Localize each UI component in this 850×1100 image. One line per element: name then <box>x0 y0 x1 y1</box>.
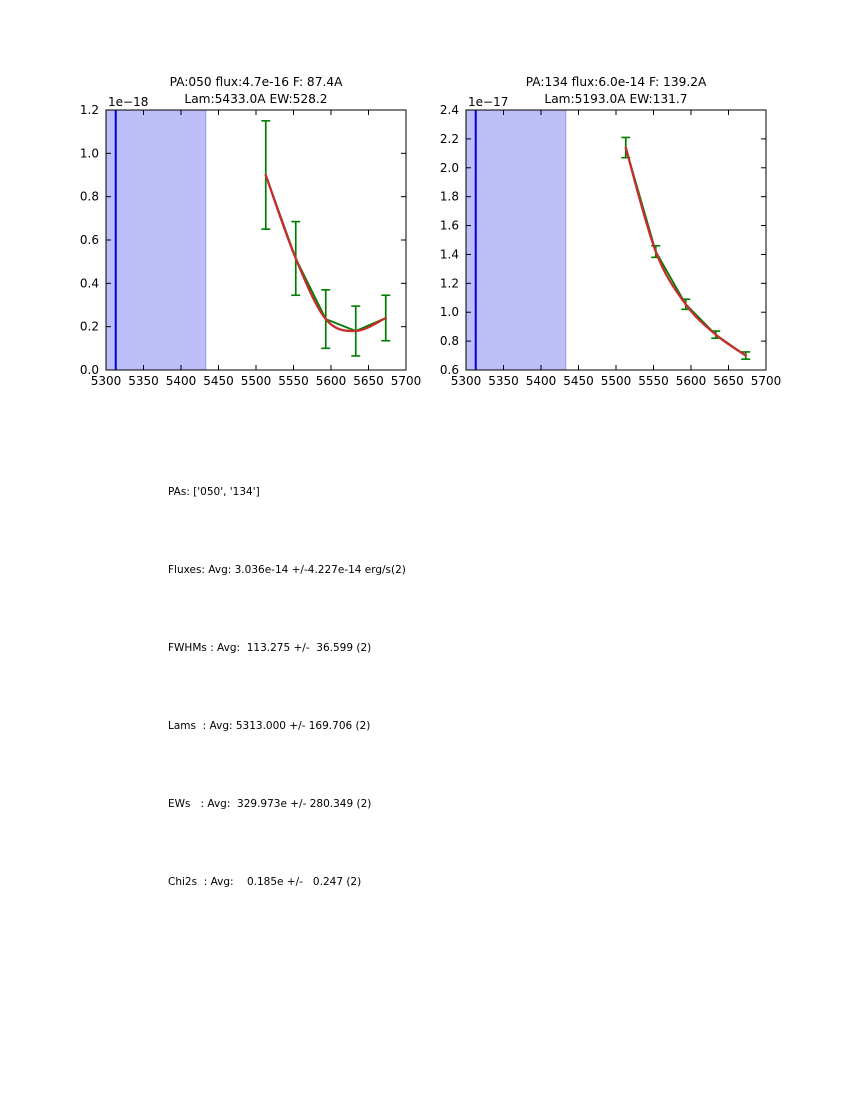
x-tick-label: 5550 <box>278 374 309 388</box>
y-tick-label: 0.6 <box>79 233 99 247</box>
stats-chi2s: Chi2s : Avg: 0.185e +/- 0.247 (2) <box>168 876 362 888</box>
x-tick-label: 5350 <box>488 374 519 388</box>
x-tick-label: 5500 <box>240 374 272 388</box>
error-bars <box>621 137 750 359</box>
x-tick-label: 5500 <box>600 374 632 388</box>
plot-title-line2: Lam:5433.0A EW:528.2 <box>184 92 328 106</box>
x-tick-label: 5400 <box>165 374 197 388</box>
y-tick-label: 2.2 <box>439 131 459 146</box>
y-tick-label: 2.4 <box>439 103 459 117</box>
y-tick-label: 1.0 <box>79 146 99 161</box>
masked-region-band <box>466 110 566 370</box>
y-tick-label: 0.0 <box>79 363 99 377</box>
plot-title-line2: Lam:5193.0A EW:131.7 <box>544 92 688 106</box>
x-tick-label: 5650 <box>353 374 384 388</box>
y-tick-label: 0.2 <box>79 319 99 334</box>
y-offset-label: 1e−18 <box>108 95 149 109</box>
x-tick-label: 5450 <box>203 374 234 388</box>
x-tick-label: 5550 <box>638 374 669 388</box>
x-tick-label: 5350 <box>128 374 159 388</box>
plot-title-line1: PA:050 flux:4.7e-16 F: 87.4A <box>169 75 343 89</box>
y-tick-label: 1.2 <box>439 276 459 291</box>
stats-pas: PAs: ['050', '134'] <box>168 486 260 498</box>
x-tick-label: 5650 <box>713 374 744 388</box>
stats-lams: Lams : Avg: 5313.000 +/- 169.706 (2) <box>168 720 371 732</box>
stats-fluxes: Fluxes: Avg: 3.036e-14 +/-4.227e-14 erg/s(2) <box>168 564 406 576</box>
x-tick-label: 5400 <box>525 374 557 388</box>
right-plot <box>440 75 781 388</box>
plot-title-line1: PA:134 flux:6.0e-14 F: 139.2A <box>525 75 707 89</box>
x-tick-label: 5300 <box>450 374 482 388</box>
x-tick-label: 5700 <box>390 374 422 388</box>
x-tick-label: 5700 <box>750 374 782 388</box>
stats-fwhms: FWHMs : Avg: 113.275 +/- 36.599 (2) <box>168 642 372 654</box>
y-tick-label: 1.6 <box>439 218 459 233</box>
y-offset-label: 1e−17 <box>468 95 509 109</box>
y-tick-label: 0.6 <box>439 363 459 377</box>
data-line <box>626 148 746 356</box>
y-tick-label: 0.8 <box>439 334 459 349</box>
plots-figure <box>0 0 850 410</box>
x-tick-label: 5600 <box>675 374 707 388</box>
stats-block <box>168 427 406 947</box>
y-tick-label: 2.0 <box>439 160 459 175</box>
x-tick-label: 5600 <box>315 374 347 388</box>
y-tick-label: 1.2 <box>79 103 99 117</box>
fit-line <box>626 148 746 356</box>
x-tick-label: 5450 <box>563 374 594 388</box>
y-tick-label: 0.8 <box>79 189 99 204</box>
left-plot <box>80 75 421 388</box>
y-tick-label: 0.4 <box>79 276 99 291</box>
stats-ews: EWs : Avg: 329.973e +/- 280.349 (2) <box>168 798 372 810</box>
masked-region-band <box>106 110 206 370</box>
y-tick-label: 1.8 <box>439 189 459 204</box>
x-tick-label: 5300 <box>90 374 122 388</box>
y-tick-label: 1.0 <box>439 305 459 320</box>
y-tick-label: 1.4 <box>439 247 459 262</box>
